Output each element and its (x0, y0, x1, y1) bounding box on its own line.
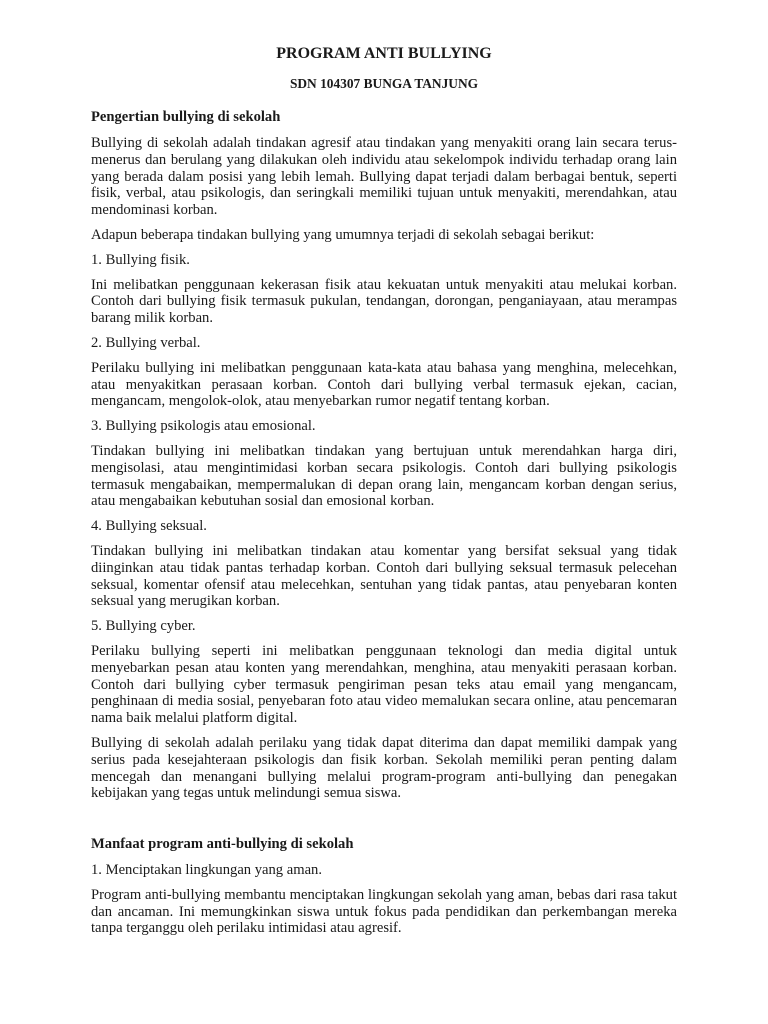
list-item-text: Program anti-bullying membantu menciptakan lingkungan sekolah yang aman, bebas dari rasa takut dan ancaman. Ini memungkinkan siswa untuk fokus pada pendidikan dan perkembangan mereka tanpa terganggu oleh perilaku intimidasi atau agresif. (91, 886, 677, 937)
list-item-label: 1. Bullying fisik. (91, 251, 190, 268)
list-item-label: 2. Bullying verbal. (91, 334, 201, 351)
list-item-text: Perilaku bullying ini melibatkan penggunaan kata-kata atau bahasa yang menghina, melecehkan, atau menyakitkan perasaan korban. Contoh dari bullying verbal termasuk ejekan, cacian, mengancam, mengolok-olok, atau menyebarkan rumor negatif tentang korban. (91, 359, 677, 410)
document-title: PROGRAM ANTI BULLYING (276, 45, 492, 62)
list-item-text: Perilaku bullying seperti ini melibatkan penggunaan teknologi dan media digital untuk menyebarkan pesan atau konten yang merendahkan, menghina, atau menyakiti perasaan korban. Contoh dari bullying cyber termasuk pengiriman pesan teks atau email yang mengancam, penghinaan di media sosial, penyebaran foto atau video memalukan secara online, atau pencemaran nama baik melalui platform digital. (91, 642, 677, 727)
list-item-text: Tindakan bullying ini melibatkan tindakan atau komentar yang bersifat seksual yang tidak diinginkan atau tidak pantas terhadap korban. Contoh dari bullying seksual termasuk pelecehan seksual, komentar ofensif atau melecehkan, sentuhan yang tidak pantas, atau penyebaran konten seksual yang merugikan korban. (91, 542, 677, 610)
list-item-label: 3. Bullying psikologis atau emosional. (91, 418, 316, 435)
section-benefits (91, 836, 677, 937)
section-heading-definition: Pengertian bullying di sekolah (91, 109, 281, 125)
paragraph-intro: Bullying di sekolah adalah tindakan agresif atau tindakan yang menyakiti orang lain secara terus-menerus dan berulang yang dilakukan oleh individu atau sekelompok individu terhadap orang lain yang berada dalam posisi yang lebih lemah. Bullying dapat terjadi dalam berbagai bentuk, seperti fisik, verbal, atau psikologis, dan seringkali memiliki tujuan untuk menyakiti, merendahkan, atau mendominasi korban. (91, 135, 677, 219)
section-heading-benefits: Manfaat program anti-bullying di sekolah (91, 836, 354, 853)
paragraph-lead: Adapun beberapa tindakan bullying yang umumnya terjadi di sekolah sebagai berikut: (91, 226, 595, 243)
list-item-label: 4. Bullying seksual. (91, 518, 207, 535)
paragraph-closing: Bullying di sekolah adalah perilaku yang tidak dapat diterima dan dapat memiliki dampak yang serius pada kesejahteraan psikologis dan fisik korban. Sekolah memiliki peran penting dalam mencegah dan menangani bullying melalui program-program anti-bullying dan penegakan kebijakan yang tegas untuk melindungi semua siswa. (91, 734, 677, 802)
document-subtitle: SDN 104307 BUNGA TANJUNG (289, 76, 479, 91)
list-item-text: Ini melibatkan penggunaan kekerasan fisik atau kekuatan untuk menyakiti atau melukai korban. Contoh dari bullying fisik termasuk pukulan, tendangan, dorongan, penganiayaan, atau merampas barang milik korban. (91, 276, 677, 327)
list-item-label: 1. Menciptakan lingkungan yang aman. (91, 862, 323, 879)
list-item-label: 5. Bullying cyber. (91, 618, 196, 635)
section-definition (91, 109, 677, 802)
list-item-text: Tindakan bullying ini melibatkan tindakan yang bertujuan untuk merendahkan harga diri, mengisolasi, atau mengintimidasi korban secara psikologis. Contoh dari bullying psikologis termasuk mengabaikan, mempermalukan di depan orang lain, mengancam korban dengan serius, atau mengabaikan kebutuhan sosial dan emosional korban. (91, 442, 677, 510)
